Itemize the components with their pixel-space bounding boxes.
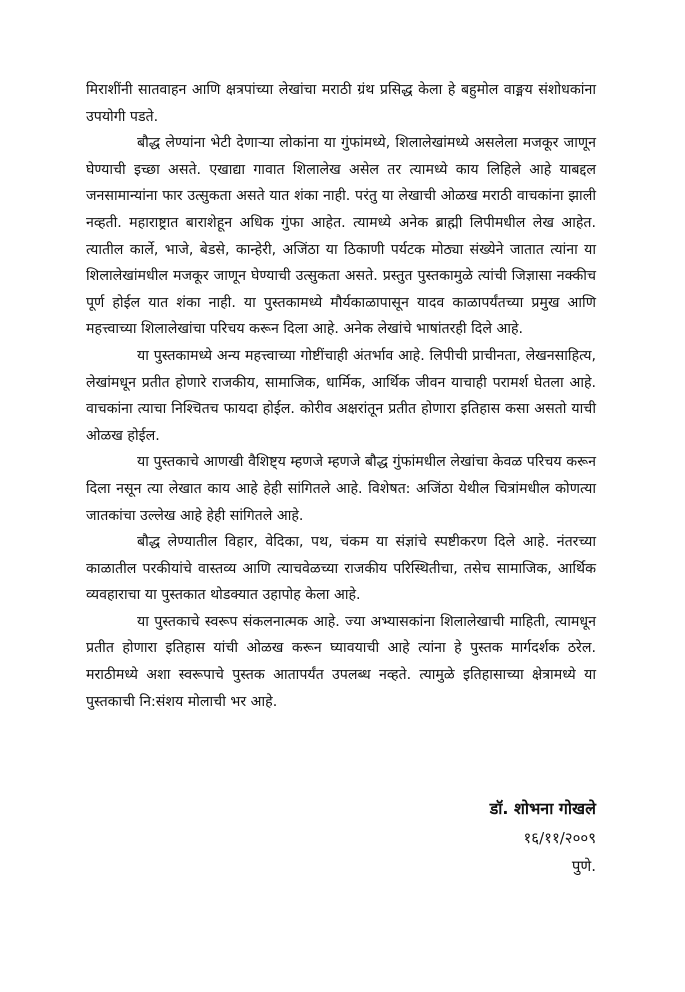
paragraph-terminology: बौद्ध लेण्यातील विहार, वेदिका, पथ, चंकम या संज्ञांचे स्पष्टीकरण दिले आहे. नंतरच्या काळातील परकीयांचे वास्तव्य आणि त्याचवेळच्या राजकीय परिस्थितीचा, तसेच सामाजिक, आर्थिक व्यवहाराचा या पुस्तकात थोडक्यात उहापोह केला आहे. [86,534,596,604]
paragraph-buddhist-caves: बौद्ध लेण्यांना भेटी देणाऱ्या लोकांना या गुंफांमध्ये, शिलालेखांमध्ये असलेला मजकूर जाणून घेण्याची इच्छा असते. एखाद्या गावात शिलालेख असेल तर त्यामध्ये काय लिहिले आहे याबद्दल जनसामान्यांना फार उत्सुकता असते यात शंका नाही. परंतु या लेखाची ओळख मराठी वाचकांना झाली नव्हती. महाराष्ट्रात बाराशेहून अधिक गुंफा आहेत. त्यामध्ये अनेक ब्राह्मी लिपीमधील लेख आहेत. त्यातील कार्ले, भाजे, बेडसे, कान्हेरी, अजिंठा या ठिकाणी पर्यटक मोठ्या संख्येने जातात त्यांना या शिलालेखांमधील मजकूर जाणून घेण्याची उत्सुकता असते. प्रस्तुत पुस्तकामुळे त्यांची जिज्ञासा नक्कीच पूर्ण होईल यात शंका नाही. या पुस्तकामध्ये मौर्यकाळापासून यादव काळापर्यंतच्या प्रमुख आणि महत्त्वाच्या शिलालेखांचा परिचय करून दिला आहे. अनेक लेखांचे भाषांतरही दिले आहे. [86,135,596,338]
document-body [86,77,596,715]
paragraph-special-feature: या पुस्तकाचे आणखी वैशिष्ट्य म्हणजे म्हणजे बौद्ध गुंफांमधील लेखांचा केवळ परिचय करून दिला नसून त्या लेखात काय आहे हेही सांगितले आहे. विशेषत: अजिंठा येथील चित्रांमधील कोणत्या जातकांचा उल्लेख आहे हेही सांगितले आहे. [86,454,596,524]
paragraph-continuation: मिराशींनी सातवाहन आणि क्षत्रपांच्या लेखांचा मराठी ग्रंथ प्रसिद्ध केला हे बहुमोल वाङ्मय संशोधकांना उपयोगी पडते. [86,82,596,125]
paragraph-book-nature: या पुस्तकाचे स्वरूप संकलनात्मक आहे. ज्या अभ्यासकांना शिलालेखाची माहिती, त्यामधून प्रतीत होणारा इतिहास यांची ओळख करून घ्यावयाची आहे त्यांना हे पुस्तक मार्गदर्शक ठरेल. मराठीमध्ये अशा स्वरूपाचे पुस्तक आतापर्यंत उपलब्ध नव्हते. त्यामुळे इतिहासाच्या क्षेत्रामध्ये या पुस्तकाची नि:संशय मोलाची भर आहे. [86,613,596,710]
author-signature-name: डॉ. शोभना गोखले [489,799,596,818]
paragraph-other-topics: या पुस्तकामध्ये अन्य महत्त्वाच्या गोष्टींचाही अंतर्भाव आहे. लिपीची प्राचीनता, लेखनसाहित्य, लेखांमधून प्रतीत होणारे राजकीय, सामाजिक, धार्मिक, आर्थिक जीवन याचाही परामर्श घेतला आहे. वाचकांना त्याचा निश्चितच फायदा होईल. कोरीव अक्षरांतून प्रतीत होणारा इतिहास कसा असतो याची ओळख होईल. [86,347,596,444]
signature-place: पुणे. [571,857,596,875]
signature-date: १६/११/२००९ [523,829,596,847]
